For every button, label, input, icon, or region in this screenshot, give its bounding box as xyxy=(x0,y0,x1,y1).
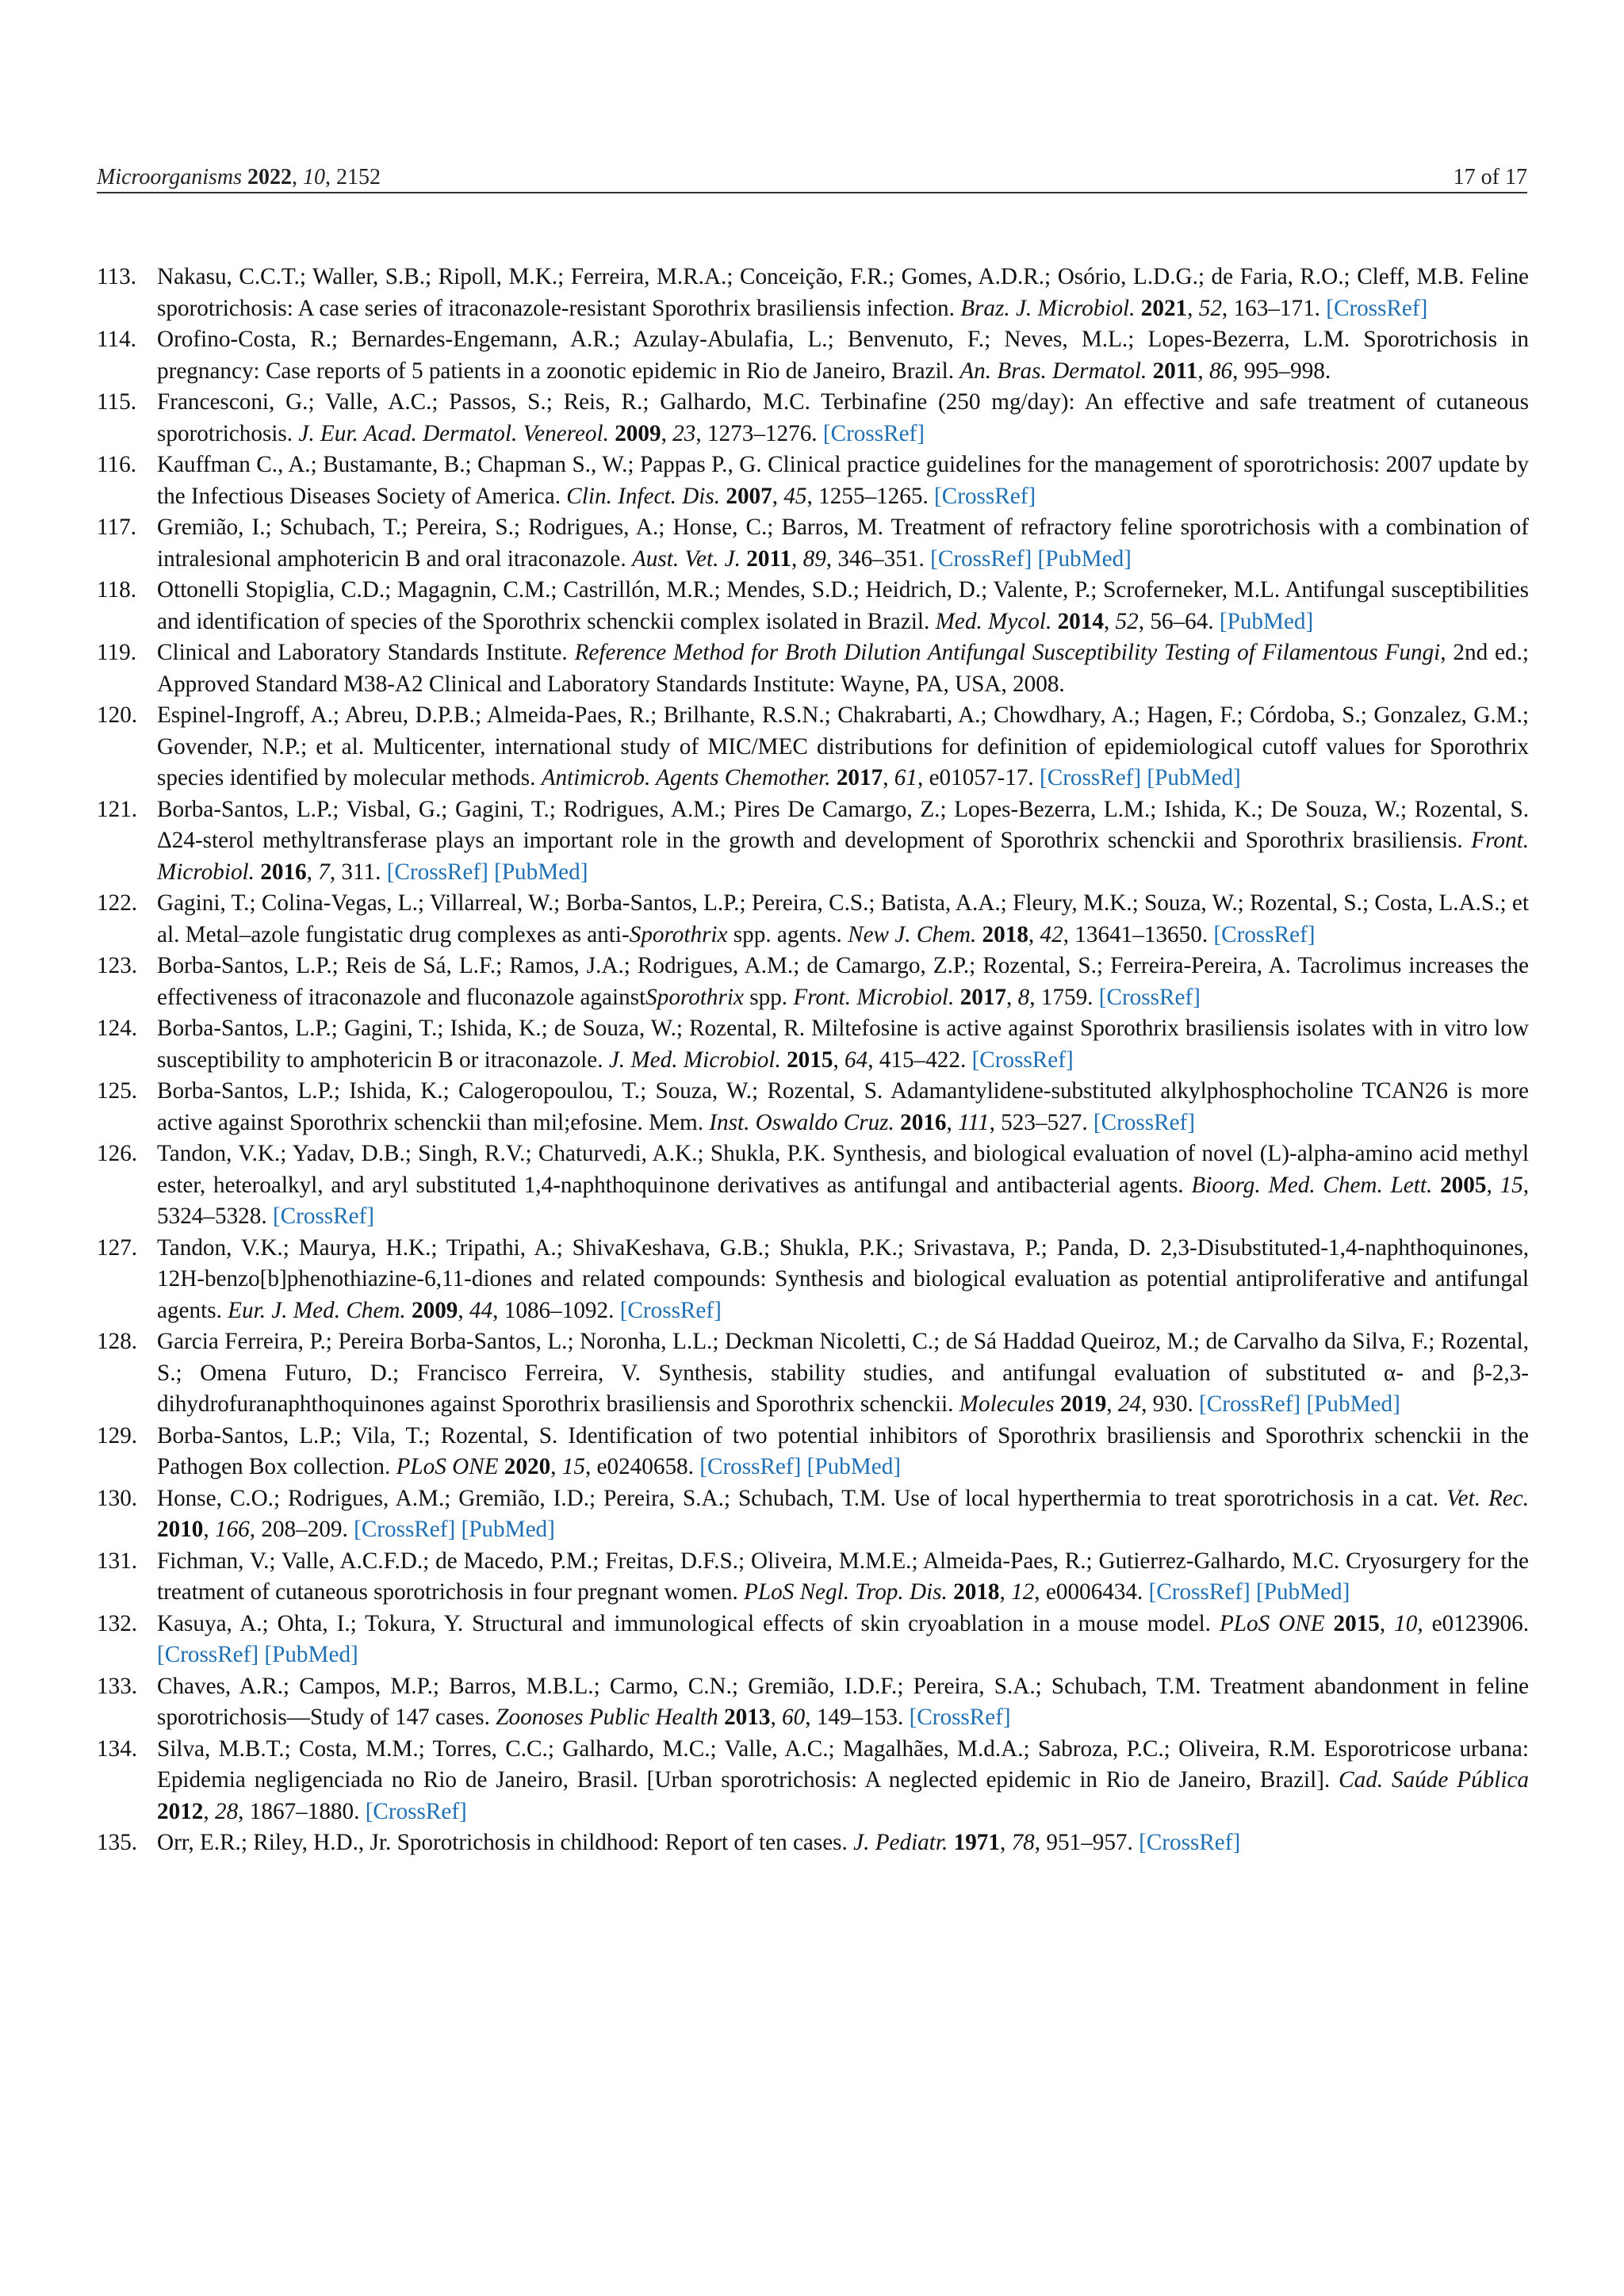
pubmed-link[interactable]: [PubMed] xyxy=(1037,545,1132,572)
reference-journal: Zoonoses Public Health xyxy=(496,1705,718,1730)
reference-year: 1971 xyxy=(953,1830,1000,1855)
reference-year: 2018 xyxy=(953,1579,1000,1605)
reference-text: Garcia Ferreira, P.; Pereira Borba-Santos, L.; Noronha, L.L.; Deckman Nicoletti, C.; de Sá Haddad Queiroz, M.; de Carvalho da Silva, F.; Rozental, S.; Omena Futuro, D.; Francisco Ferreira, V. Synthesis, stability studies, and antifungal evaluation of substituted α- and β-2,3-dihydrofuranaphthoquinones against Sporothrix brasiliensis and Sporothrix schenckii. xyxy=(157,1329,1529,1417)
reference-item: 121. Borba-Santos, L.P.; Visbal, G.; Gagini, T.; Rodrigues, A.M.; Pires De Camargo, Z.; Lopes-Bezerra, L.M.; Ishida, K.; De Souza, W.; Rozental, S. Δ24-sterol methyltransferase plays an important role in the growth and development of Sporothrix schenckii and Sporothrix brasiliensis. Front. Microbiol. 2016, 7, 311. [CrossRef] [PubMed] xyxy=(97,794,1529,889)
crossref-link[interactable]: [CrossRef] xyxy=(909,1705,1011,1730)
reference-extra: spp. xyxy=(743,984,788,1010)
reference-text: Kauffman C., A.; Bustamante, B.; Chapman S., W.; Pappas P., G. Clinical practice guidelines for the management of sporotrichosis: 2007 update by the Infectious Diseases Society of America. xyxy=(157,452,1529,509)
page-header xyxy=(97,149,1527,190)
reference-volume: 10 xyxy=(1394,1610,1418,1636)
reference-pages: e0006434. xyxy=(1045,1579,1143,1605)
reference-text: Gagini, T.; Colina-Vegas, L.; Villarreal, W.; Borba-Santos, L.P.; Pereira, C.S.; Batista, A.A.; Fleury, M.K.; Souza, W.; Rozental, S.; Costa, L.A.S.; et al. Metal–azole fungistatic drug complexes as anti- xyxy=(157,890,1529,947)
reference-number: 118. xyxy=(97,577,136,603)
reference-volume: 23 xyxy=(672,420,696,446)
reference-text: Chaves, A.R.; Campos, M.P.; Barros, M.B.L.; Carmo, C.N.; Gremião, I.D.F.; Pereira, S.A.; Schubach, T.M. Treatment abandonment in feline sporotrichosis—Study of 147 cases. xyxy=(157,1673,1529,1730)
reference-item: 116. Kauffman C., A.; Bustamante, B.; Chapman S., W.; Pappas P., G. Clinical practice guidelines for the management of sporotrichosis: 2007 update by the Infectious Diseases Society of America. Clin. Infect. Dis. 2007, 45, 1255–1265. [CrossRef] xyxy=(97,450,1529,512)
pubmed-link[interactable]: [PubMed] xyxy=(264,1642,358,1667)
reference-pages: 208–209. xyxy=(261,1517,348,1542)
reference-year: 2012 xyxy=(157,1798,204,1824)
reference-item: 122. Gagini, T.; Colina-Vegas, L.; Villarreal, W.; Borba-Santos, L.P.; Pereira, C.S.; Batista, A.A.; Fleury, M.K.; Souza, W.; Rozental, S.; Costa, L.A.S.; et al. Metal–azole fungistatic drug complexes as anti-Sporothrix spp. agents. New J. Chem. 2018, 42, 13641–13650. [CrossRef] xyxy=(97,888,1529,951)
reference-text: Gremião, I.; Schubach, T.; Pereira, S.; Rodrigues, A.; Honse, C.; Barros, M. Treatment of refractory feline sporotrichosis with a combination of intralesional amphotericin B and oral itraconazole. xyxy=(157,515,1529,572)
reference-item: 114. Orofino-Costa, R.; Bernardes-Engemann, A.R.; Azulay-Abulafia, L.; Benvenuto, F.; Neves, M.L.; Lopes-Bezerra, L.M. Sporotrichosis in pregnancy: Case reports of 5 patients in a zoonotic epidemic in Rio de Janeiro, Brazil. An. Bras. Dermatol. 2011, 86, 995–998. xyxy=(97,324,1529,387)
reference-text: Kasuya, A.; Ohta, I.; Tokura, Y. Structural and immunological effects of skin cryoablation in a mouse model. xyxy=(157,1610,1211,1636)
reference-year: 2016 xyxy=(260,859,307,885)
crossref-link[interactable]: [CrossRef] xyxy=(1098,984,1201,1010)
reference-number: 122. xyxy=(97,890,138,916)
reference-volume: 12 xyxy=(1011,1579,1035,1605)
reference-year: 2010 xyxy=(157,1517,204,1542)
reference-pages: 1255–1265. xyxy=(818,483,929,509)
reference-number: 131. xyxy=(97,1548,138,1574)
reference-details: , 2nd ed.; Approved Standard M38-A2 Clinical and Laboratory Standards Institute: Wayne, PA, USA, 2008. xyxy=(157,640,1529,697)
crossref-link[interactable]: [CrossRef] xyxy=(934,483,1036,509)
journal-year: 2022 xyxy=(247,165,293,189)
reference-number: 128. xyxy=(97,1329,138,1354)
reference-journal: Inst. Oswaldo Cruz. xyxy=(709,1109,894,1135)
reference-journal: Aust. Vet. J. xyxy=(631,545,741,572)
reference-journal: J. Eur. Acad. Dermatol. Venereol. xyxy=(298,420,609,446)
reference-pages: 149–153. xyxy=(816,1705,904,1730)
reference-pages: 5324–5328. xyxy=(157,1203,267,1229)
reference-journal: PLoS ONE xyxy=(1219,1610,1325,1636)
reference-text: Borba-Santos, L.P.; Gagini, T.; Ishida, K.; de Souza, W.; Rozental, R. Miltefosine is active against Sporothrix brasiliensis isolates with in vitro low susceptibility to amphotericin B or itraconazole. xyxy=(157,1016,1529,1073)
crossref-link[interactable]: [CrossRef] xyxy=(1093,1109,1195,1135)
reference-journal: J. Pediatr. xyxy=(853,1830,948,1855)
reference-pages: 930. xyxy=(1152,1391,1193,1417)
reference-year: 2018 xyxy=(982,921,1028,947)
reference-volume: 166 xyxy=(214,1517,250,1542)
reference-item: 124. Borba-Santos, L.P.; Gagini, T.; Ishida, K.; de Souza, W.; Rozental, R. Miltefosine is active against Sporothrix brasiliensis isolates with in vitro low susceptibility to amphotericin B or itraconazole. J. Med. Microbiol. 2015, 64, 415–422. [CrossRef] xyxy=(97,1013,1529,1076)
reference-journal: Braz. J. Microbiol. xyxy=(960,295,1136,321)
reference-volume: 45 xyxy=(783,483,807,509)
reference-pages: 415–422. xyxy=(879,1047,967,1073)
pubmed-link[interactable]: [PubMed] xyxy=(1256,1579,1350,1605)
reference-volume: 89 xyxy=(802,545,826,572)
reference-number: 134. xyxy=(97,1735,138,1762)
journal-name: Microorganisms xyxy=(97,165,243,189)
reference-number: 115. xyxy=(97,389,136,415)
reference-number: 133. xyxy=(97,1673,138,1699)
reference-genus: Sporothrix xyxy=(645,984,744,1010)
reference-year: 2021 xyxy=(1140,295,1188,321)
reference-journal: Antimicrob. Agents Chemother. xyxy=(541,765,831,790)
reference-pages: 56–64. xyxy=(1150,608,1214,634)
reference-text: Borba-Santos, L.P.; Reis de Sá, L.F.; Ramos, J.A.; Rodrigues, A.M.; de Camargo, Z.P.; Rozental, S.; Ferreira-Pereira, A. Tacrolimus increases the effectiveness of itraconazole and fluconazole against xyxy=(157,953,1529,1010)
reference-number: 126. xyxy=(97,1141,138,1166)
reference-year: 2020 xyxy=(504,1454,551,1479)
crossref-link[interactable]: [CrossRef] xyxy=(971,1047,1074,1073)
reference-text: Borba-Santos, L.P.; Ishida, K.; Calogeropoulou, T.; Souza, W.; Rozental, S. Adamantylidene-substituted alkylphosphocholine TCAN26 is more active against Sporothrix schenckii than mil;efosine. Mem. xyxy=(157,1078,1529,1135)
reference-text: Espinel-Ingroff, A.; Abreu, D.P.B.; Almeida-Paes, R.; Brilhante, R.S.N.; Chakrabarti, A.; Chowdhary, A.; Hagen, F.; Córdoba, S.; Gonzalez, G.M.; Govender, N.P.; et al. Multicenter, international study of MIC/MEC distributions for definition of epidemiological cutoff values for Sporothrix species identified by molecular methods. xyxy=(157,702,1529,790)
reference-item: 126. Tandon, V.K.; Yadav, D.B.; Singh, R.V.; Chaturvedi, A.K.; Shukla, P.K. Synthesis, and biological evaluation of novel (L)-alpha-amino acid methyl ester, heteroalkyl, and aryl substituted 1,4-naphthoquinone derivatives as antifungal and antibacterial agents. Bioorg. Med. Chem. Lett. 2005, 15, 5324–5328. [CrossRef] xyxy=(97,1138,1529,1233)
reference-item: 135. Orr, E.R.; Riley, H.D., Jr. Sporotrichosis in childhood: Report of ten cases. J. Pediatr. 1971, 78, 951–957. [CrossRef] xyxy=(97,1827,1529,1859)
reference-text: Borba-Santos, L.P.; Vila, T.; Rozental, S. Identification of two potential inhibitors of Sporothrix brasiliensis and Sporothrix schenckii in the Pathogen Box collection. xyxy=(157,1422,1529,1479)
reference-journal: New J. Chem. xyxy=(848,921,977,947)
page-number: 17 of 17 xyxy=(1453,165,1527,189)
crossref-link[interactable]: [CrossRef] xyxy=(822,420,925,446)
reference-journal: An. Bras. Dermatol. xyxy=(959,358,1147,384)
reference-item: 123. Borba-Santos, L.P.; Reis de Sá, L.F.; Ramos, J.A.; Rodrigues, A.M.; de Camargo, Z.P.; Rozental, S.; Ferreira-Pereira, A. Tacrolimus increases the effectiveness of itraconazole and fluconazole againstSporothrix spp. Front. Microbiol. 2017, 8, 1759. [CrossRef] xyxy=(97,951,1529,1013)
crossref-link[interactable]: [CrossRef] xyxy=(157,1642,259,1667)
reference-number: 124. xyxy=(97,1016,138,1041)
reference-year: 2017 xyxy=(836,765,883,790)
reference-volume: 61 xyxy=(894,765,917,790)
reference-number: 119. xyxy=(97,640,136,665)
reference-volume: 7 xyxy=(318,859,330,885)
reference-text: Fichman, V.; Valle, A.C.F.D.; de Macedo, P.M.; Freitas, D.F.S.; Oliveira, M.M.E.; Almeida-Paes, R.; Gutierrez-Galhardo, M.C. Cryosurgery for the treatment of cutaneous sporotrichosis in four pregnant women. xyxy=(157,1548,1529,1605)
reference-volume: 24 xyxy=(1117,1391,1142,1417)
reference-pages: 1273–1276. xyxy=(707,420,818,446)
journal-reference: Microorganisms 2022, 10, 2152 xyxy=(97,165,381,189)
crossref-link[interactable]: [CrossRef] xyxy=(619,1297,722,1323)
reference-journal: Vet. Rec. xyxy=(1446,1485,1529,1511)
reference-volume: 78 xyxy=(1011,1830,1035,1855)
reference-volume: 52 xyxy=(1115,608,1139,634)
article-number: 2152 xyxy=(336,165,381,189)
reference-genus: Sporothrix xyxy=(629,921,728,947)
reference-volume: 28 xyxy=(214,1798,239,1824)
reference-number: 120. xyxy=(97,702,138,728)
reference-item: 118. Ottonelli Stopiglia, C.D.; Magagnin, C.M.; Castrillón, M.R.; Mendes, S.D.; Heidrich, D.; Valente, P.; Scroferneker, M.L. Antifungal susceptibilities and identification of species of the Sporothrix schenckii complex isolated in Brazil. Med. Mycol. 2014, 52, 56–64. [PubMed] xyxy=(97,575,1529,637)
reference-item: 113. Nakasu, C.C.T.; Waller, S.B.; Ripoll, M.K.; Ferreira, M.R.A.; Conceição, F.R.; Gomes, A.D.R.; Osório, L.D.G.; de Faria, R.O.; Cleff, M.B. Feline sporotrichosis: A case series of itraconazole-resistant Sporothrix brasiliensis infection. Braz. J. Microbiol. 2021, 52, 163–171. [CrossRef] xyxy=(97,262,1529,324)
reference-text: Honse, C.O.; Rodrigues, A.M.; Gremião, I.D.; Pereira, S.A.; Schubach, T.M. Use of local hyperthermia to treat sporotrichosis in a cat. xyxy=(157,1485,1439,1511)
reference-text: Orr, E.R.; Riley, H.D., Jr. Sporotrichosis in childhood: Report of ten cases. xyxy=(157,1830,848,1855)
reference-journal: Eur. J. Med. Chem. xyxy=(228,1297,406,1323)
reference-text: Borba-Santos, L.P.; Visbal, G.; Gagini, T.; Rodrigues, A.M.; Pires De Camargo, Z.; Lopes-Bezerra, L.M.; Ishida, K.; De Souza, W.; Rozental, S. Δ24-sterol methyltransferase plays an important role in the growth and development of Sporothrix schenckii and Sporothrix brasiliensis. xyxy=(157,796,1529,853)
reference-year: 2016 xyxy=(900,1109,947,1135)
pubmed-link[interactable]: [PubMed] xyxy=(1219,608,1314,634)
crossref-link[interactable]: [CrossRef] xyxy=(272,1203,375,1229)
reference-list xyxy=(97,262,1529,1859)
reference-extra: spp. agents. xyxy=(727,921,842,947)
crossref-link[interactable]: [CrossRef] xyxy=(1139,1830,1241,1855)
reference-journal: Clin. Infect. Dis. xyxy=(566,483,721,509)
reference-text: Clinical and Laboratory Standards Institute. xyxy=(157,640,568,665)
reference-year: 2019 xyxy=(1059,1391,1107,1417)
reference-year: 2017 xyxy=(959,984,1007,1010)
crossref-link[interactable]: [CrossRef] xyxy=(354,1517,456,1542)
crossref-link[interactable]: [CrossRef] xyxy=(386,859,488,885)
reference-pages: 346–351. xyxy=(837,545,925,572)
reference-text: Tandon, V.K.; Maurya, H.K.; Tripathi, A.; ShivaKeshava, G.B.; Shukla, P.K.; Srivastava, P.; Panda, D. 2,3-Disubstituted-1,4-naphthoquinones, 12H-benzo[b]phenothiazine-6,11-diones and related compounds: Synthesis and biological evaluation as potential antiproliferative and antifungal agents. xyxy=(157,1234,1529,1323)
reference-pages: 951–957. xyxy=(1046,1830,1133,1855)
reference-pages: e0240658. xyxy=(596,1454,694,1479)
reference-item: 130. Honse, C.O.; Rodrigues, A.M.; Gremião, I.D.; Pereira, S.A.; Schubach, T.M. Use of local hyperthermia to treat sporotrichosis in a cat. Vet. Rec. 2010, 166, 208–209. [CrossRef] [PubMed] xyxy=(97,1483,1529,1546)
reference-item: 132. Kasuya, A.; Ohta, I.; Tokura, Y. Structural and immunological effects of skin cryoablation in a mouse model. PLoS ONE 2015, 10, e0123906. [CrossRef] [PubMed] xyxy=(97,1609,1529,1671)
reference-number: 132. xyxy=(97,1610,138,1636)
header-rule xyxy=(97,192,1527,193)
reference-item: 117. Gremião, I.; Schubach, T.; Pereira, S.; Rodrigues, A.; Honse, C.; Barros, M. Treatment of refractory feline sporotrichosis with a combination of intralesional amphotericin B and oral itraconazole. Aust. Vet. J. 2011, 89, 346–351. [CrossRef] [PubMed] xyxy=(97,512,1529,575)
reference-number: 135. xyxy=(97,1830,138,1855)
crossref-link[interactable]: [CrossRef] xyxy=(1326,295,1428,321)
reference-year: 2015 xyxy=(787,1047,833,1073)
reference-journal: Molecules xyxy=(959,1391,1055,1417)
reference-year: 2007 xyxy=(726,483,772,509)
reference-pages: 1867–1880. xyxy=(249,1798,360,1824)
reference-volume: 60 xyxy=(782,1705,806,1730)
reference-number: 121. xyxy=(97,796,138,822)
reference-item: 131. Fichman, V.; Valle, A.C.F.D.; de Macedo, P.M.; Freitas, D.F.S.; Oliveira, M.M.E.; Almeida-Paes, R.; Gutierrez-Galhardo, M.C. Cryosurgery for the treatment of cutaneous sporotrichosis in four pregnant women. PLoS Negl. Trop. Dis. 2018, 12, e0006434. [CrossRef] [PubMed] xyxy=(97,1546,1529,1609)
reference-number: 114. xyxy=(97,327,136,352)
crossref-link[interactable]: [CrossRef] xyxy=(930,545,1032,572)
reference-text: Tandon, V.K.; Yadav, D.B.; Singh, R.V.; Chaturvedi, A.K.; Shukla, P.K. Synthesis, and biological evaluation of novel (L)-alpha-amino acid methyl ester, heteroalkyl, and aryl substituted 1,4-naphthoquinone derivatives as antifungal and antibacterial agents. xyxy=(157,1141,1529,1198)
reference-item: 115. Francesconi, G.; Valle, A.C.; Passos, S.; Reis, R.; Galhardo, M.C. Terbinafine (250 mg/day): An effective and safe treatment of cutaneous sporotrichosis. J. Eur. Acad. Dermatol. Venereol. 2009, 23, 1273–1276. [CrossRef] xyxy=(97,387,1529,450)
reference-number: 125. xyxy=(97,1078,138,1104)
crossref-link[interactable]: [CrossRef] xyxy=(699,1454,802,1479)
crossref-link[interactable]: [CrossRef] xyxy=(365,1798,467,1824)
reference-pages: e01057-17. xyxy=(929,765,1034,790)
reference-volume: 44 xyxy=(469,1297,493,1323)
pubmed-link[interactable]: [PubMed] xyxy=(494,859,588,885)
reference-number: 117. xyxy=(97,515,136,540)
pubmed-link[interactable]: [PubMed] xyxy=(1306,1391,1400,1417)
journal-volume: 10 xyxy=(303,165,326,189)
reference-number: 127. xyxy=(97,1234,138,1261)
reference-pages: 995–998. xyxy=(1243,358,1331,384)
reference-journal: PLoS Negl. Trop. Dis. xyxy=(744,1579,948,1605)
reference-journal: Front. Microbiol. xyxy=(157,828,1529,885)
reference-year: 2005 xyxy=(1440,1172,1487,1198)
reference-text: Francesconi, G.; Valle, A.C.; Passos, S.; Reis, R.; Galhardo, M.C. Terbinafine (250 mg/day): An effective and safe treatment of cutaneous sporotrichosis. xyxy=(157,389,1529,446)
reference-year: 2011 xyxy=(746,545,791,572)
reference-pages: 1759. xyxy=(1040,984,1094,1010)
reference-journal: PLoS ONE xyxy=(396,1454,499,1479)
reference-item xyxy=(97,637,1529,700)
reference-volume: 15 xyxy=(1500,1172,1523,1198)
reference-volume: 15 xyxy=(561,1454,585,1479)
reference-volume: 42 xyxy=(1040,921,1063,947)
crossref-link[interactable]: [CrossRef] xyxy=(1040,765,1142,790)
reference-journal: Cad. Saúde Pública xyxy=(1339,1767,1529,1793)
reference-book-title: Reference Method for Broth Dilution Antifungal Susceptibility Testing of Filamentous Fungi xyxy=(574,640,1441,665)
crossref-link[interactable]: [CrossRef] xyxy=(1213,921,1316,947)
reference-text: Silva, M.B.T.; Costa, M.M.; Torres, C.C.; Galhardo, M.C.; Valle, A.C.; Magalhães, M.d.A.; Sabroza, P.C.; Oliveira, R.M. Esporotricose urbana: Epidemia negligenciada no Rio de Janeiro, Brasil. [Urban sporotrichosis: A neglected epidemic in Rio de Janeiro, Brazil]. xyxy=(157,1735,1529,1793)
reference-year: 2009 xyxy=(412,1297,458,1323)
crossref-link[interactable]: [CrossRef] xyxy=(1148,1579,1251,1605)
reference-number: 116. xyxy=(97,452,136,477)
reference-pages: 13641–13650. xyxy=(1074,921,1208,947)
reference-year: 2011 xyxy=(1152,358,1198,384)
reference-volume: 86 xyxy=(1208,358,1233,384)
reference-item: 127. Tandon, V.K.; Maurya, H.K.; Tripathi, A.; ShivaKeshava, G.B.; Shukla, P.K.; Srivastava, P.; Panda, D. 2,3-Disubstituted-1,4-naphthoquinones, 12H-benzo[b]phenothiazine-6,11-diones and related compounds: Synthesis and biological evaluation as potential antiproliferative and antifungal agents. Eur. J. Med. Chem. 2009, 44, 1086–1092. [CrossRef] xyxy=(97,1233,1529,1327)
reference-pages: e0123906. xyxy=(1431,1610,1530,1636)
pubmed-link[interactable]: [PubMed] xyxy=(806,1454,902,1479)
reference-volume: 64 xyxy=(845,1047,868,1073)
reference-year: 2014 xyxy=(1057,608,1104,634)
reference-journal: J. Med. Microbiol. xyxy=(608,1047,781,1073)
reference-pages: 311. xyxy=(341,859,381,885)
reference-text: Orofino-Costa, R.; Bernardes-Engemann, A.R.; Azulay-Abulafia, L.; Benvenuto, F.; Neves, M.L.; Lopes-Bezerra, L.M. Sporotrichosis in pregnancy: Case reports of 5 patients in a zoonotic epidemic in Rio de Janeiro, Brazil. xyxy=(157,327,1529,384)
reference-volume: 111 xyxy=(958,1109,990,1135)
reference-text: Nakasu, C.C.T.; Waller, S.B.; Ripoll, M.K.; Ferreira, M.R.A.; Conceição, F.R.; Gomes, A.D.R.; Osório, L.D.G.; de Faria, R.O.; Cleff, M.B. Feline sporotrichosis: A case series of itraconazole-resistant Sporothrix brasiliensis infection. xyxy=(157,264,1529,321)
reference-year: 2009 xyxy=(615,420,661,446)
reference-journal: Med. Mycol. xyxy=(935,608,1052,634)
crossref-link[interactable]: [CrossRef] xyxy=(1199,1391,1301,1417)
reference-item: 129. Borba-Santos, L.P.; Vila, T.; Rozental, S. Identification of two potential inhibitors of Sporothrix brasiliensis and Sporothrix schenckii in the Pathogen Box collection. PLoS ONE 2020, 15, e0240658. [CrossRef] [PubMed] xyxy=(97,1421,1529,1483)
reference-item: 134. Silva, M.B.T.; Costa, M.M.; Torres, C.C.; Galhardo, M.C.; Valle, A.C.; Magalhães, M.d.A.; Sabroza, P.C.; Oliveira, R.M. Esporotricose urbana: Epidemia negligenciada no Rio de Janeiro, Brasil. [Urban sporotrichosis: A neglected epidemic in Rio de Janeiro, Brazil]. Cad. Saúde Pública 2012, 28, 1867–1880. [CrossRef] xyxy=(97,1734,1529,1828)
reference-year: 2013 xyxy=(724,1705,771,1730)
reference-number: 113. xyxy=(97,264,136,289)
reference-number: 129. xyxy=(97,1422,138,1448)
reference-year: 2015 xyxy=(1333,1610,1380,1636)
pubmed-link[interactable]: [PubMed] xyxy=(461,1517,555,1542)
reference-item: 120. Espinel-Ingroff, A.; Abreu, D.P.B.; Almeida-Paes, R.; Brilhante, R.S.N.; Chakrabarti, A.; Chowdhary, A.; Hagen, F.; Córdoba, S.; Gonzalez, G.M.; Govender, N.P.; et al. Multicenter, international study of MIC/MEC distributions for definition of epidemiological cutoff values for Sporothrix species identified by molecular methods. Antimicrob. Agents Chemother. 2017, 61, e01057-17. [CrossRef] [PubMed] xyxy=(97,700,1529,794)
reference-item: 128. Garcia Ferreira, P.; Pereira Borba-Santos, L.; Noronha, L.L.; Deckman Nicoletti, C.; de Sá Haddad Queiroz, M.; de Carvalho da Silva, F.; Rozental, S.; Omena Futuro, D.; Francisco Ferreira, V. Synthesis, stability studies, and antifungal evaluation of substituted α- and β-2,3-dihydrofuranaphthoquinones against Sporothrix brasiliensis and Sporothrix schenckii. Molecules 2019, 24, 930. [CrossRef] [PubMed] xyxy=(97,1326,1529,1421)
reference-pages: 523–527. xyxy=(1001,1109,1088,1135)
reference-pages: 163–171. xyxy=(1233,295,1320,321)
reference-volume: 8 xyxy=(1017,984,1030,1010)
reference-text: Ottonelli Stopiglia, C.D.; Magagnin, C.M.; Castrillón, M.R.; Mendes, S.D.; Heidrich, D.; Valente, P.; Scroferneker, M.L. Antifungal susceptibilities and identification of species of the Sporothrix schenckii complex isolated in Brazil. xyxy=(157,577,1529,634)
reference-journal: Bioorg. Med. Chem. Lett. xyxy=(1191,1172,1433,1198)
reference-item: 125. Borba-Santos, L.P.; Ishida, K.; Calogeropoulou, T.; Souza, W.; Rozental, S. Adamantylidene-substituted alkylphosphocholine TCAN26 is more active against Sporothrix schenckii than mil;efosine. Mem. Inst. Oswaldo Cruz. 2016, 111, 523–527. [CrossRef] xyxy=(97,1076,1529,1138)
reference-item: 133. Chaves, A.R.; Campos, M.P.; Barros, M.B.L.; Carmo, C.N.; Gremião, I.D.F.; Pereira, S.A.; Schubach, T.M. Treatment abandonment in feline sporotrichosis—Study of 147 cases. Zoonoses Public Health 2013, 60, 149–153. [CrossRef] xyxy=(97,1671,1529,1734)
reference-pages: 1086–1092. xyxy=(504,1297,615,1323)
pubmed-link[interactable]: [PubMed] xyxy=(1147,765,1241,790)
reference-journal: Front. Microbiol. xyxy=(793,984,955,1010)
reference-number: 130. xyxy=(97,1485,138,1511)
reference-number: 123. xyxy=(97,953,138,978)
reference-volume: 52 xyxy=(1198,295,1222,321)
